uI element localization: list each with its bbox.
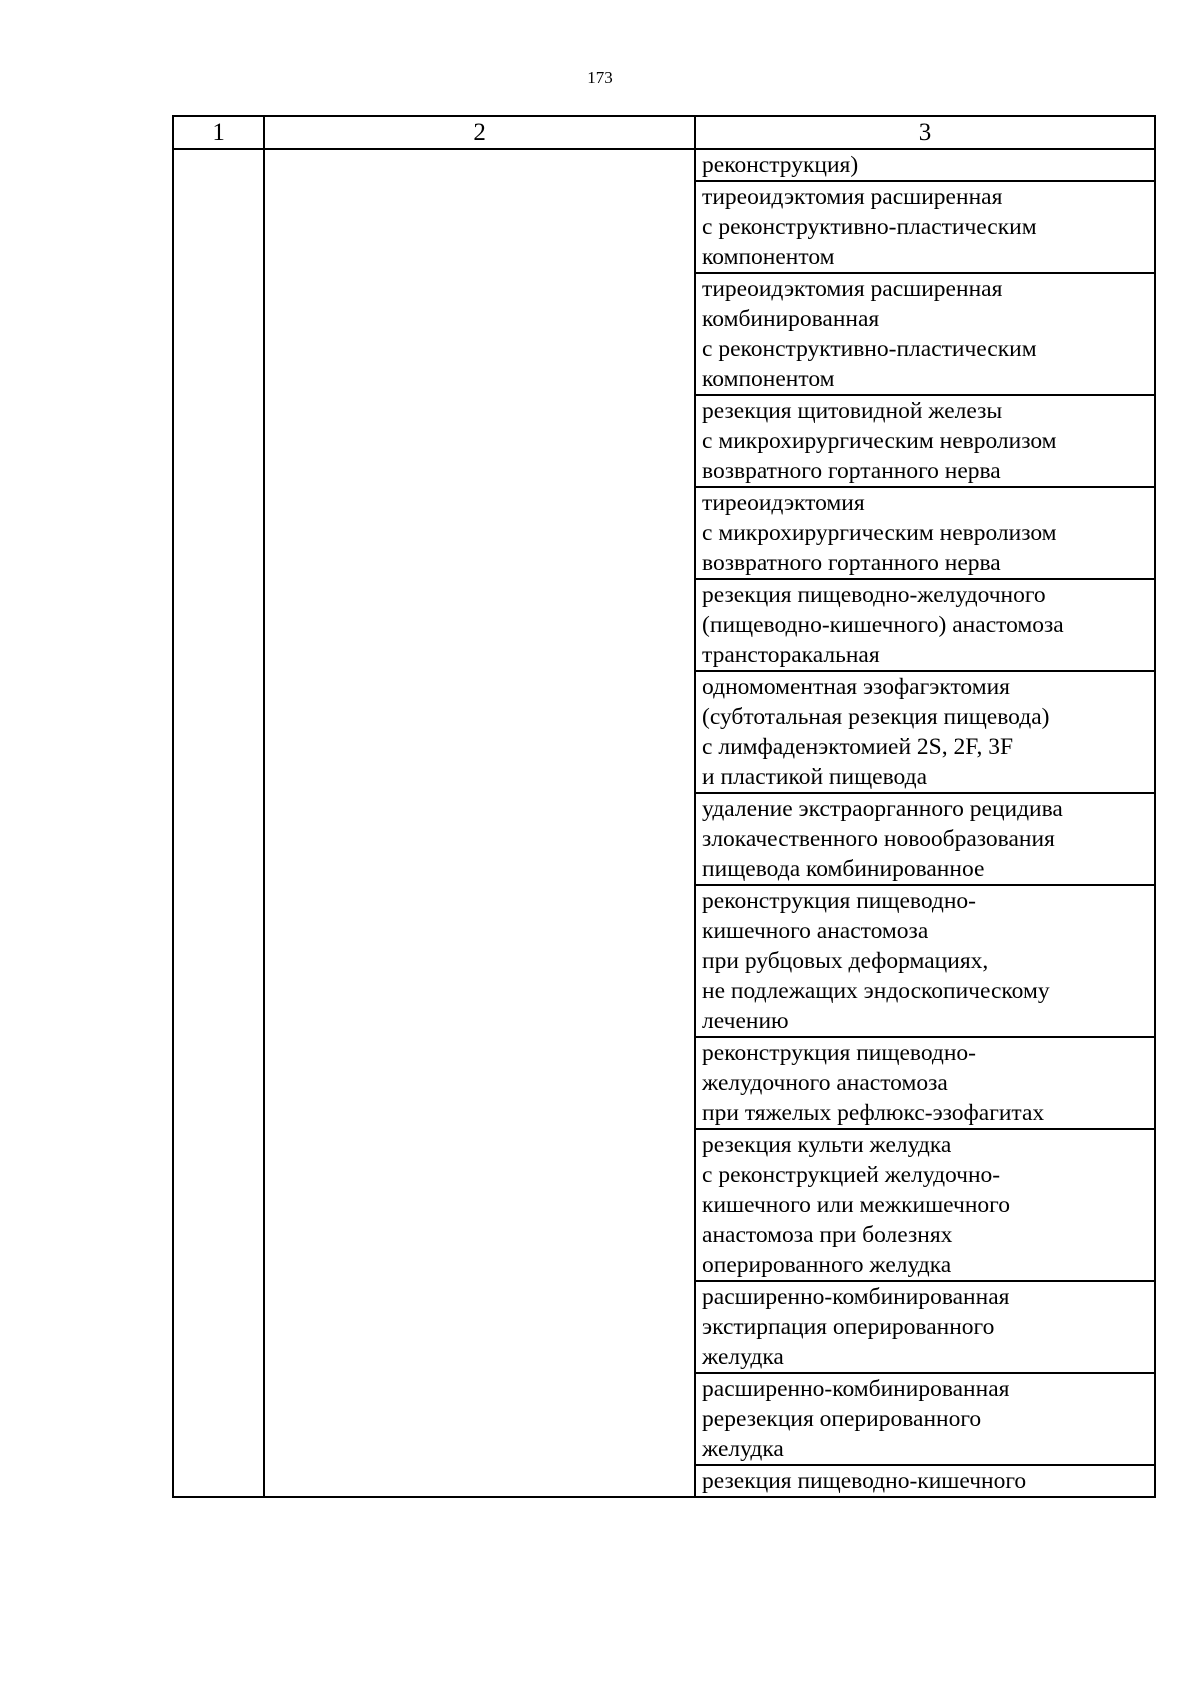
procedure-entry-line: тиреоидэктомия расширенная [702, 276, 1003, 302]
procedure-entry-line: возвратного гортанного нерва [702, 550, 1001, 576]
procedure-entry-line: при тяжелых рефлюкс-эзофагитах [702, 1100, 1045, 1126]
procedure-entry-line: возвратного гортанного нерва [702, 458, 1001, 484]
procedure-entry-line: компонентом [702, 244, 835, 270]
procedure-entry [696, 1282, 1154, 1374]
procedure-entry-line: оперированного желудка [702, 1252, 952, 1278]
procedure-entry-line: лечению [702, 1008, 789, 1034]
procedure-entry-line: с микрохирургическим невролизом [702, 520, 1057, 546]
procedure-entry-line: (пищеводно-кишечного) анастомоза [702, 612, 1064, 638]
procedure-entry-line: резекция пищеводно-кишечного [702, 1468, 1027, 1494]
procedure-entry-line: реконструкция) [702, 152, 859, 178]
procedure-entry-line: резекция пищеводно-желудочного [702, 582, 1046, 608]
procedure-entry-line: с реконструктивно-пластическим [702, 336, 1037, 362]
procedure-entry-line: пищевода комбинированное [702, 856, 985, 882]
procedure-entry-line: при рубцовых деформациях, [702, 948, 989, 974]
procedure-entry [696, 1130, 1154, 1282]
column-header-1: 1 [173, 116, 264, 149]
procedure-entry-line: с реконструктивно-пластическим [702, 214, 1037, 240]
procedures-table [172, 115, 1156, 1498]
procedure-entry-line: расширенно-комбинированная [702, 1284, 1010, 1310]
procedure-list [696, 150, 1154, 1496]
procedure-entry [696, 886, 1154, 1038]
procedure-entry-line: желудка [702, 1436, 784, 1462]
procedure-entry [696, 182, 1154, 274]
procedure-entry-line: резекция щитовидной железы [702, 398, 1003, 424]
procedure-entry [696, 274, 1154, 396]
procedure-entry-line: трансторакальная [702, 642, 880, 668]
table-body-row [173, 149, 1155, 1497]
procedure-entry-line: желудочного анастомоза [702, 1070, 948, 1096]
procedure-entry-line: реконструкция пищеводно- [702, 888, 977, 914]
procedure-entry-line: (субтотальная резекция пищевода) [702, 704, 1050, 730]
procedure-entry [696, 1374, 1154, 1466]
procedure-entry-line: удаление экстраорганного рецидива [702, 796, 1063, 822]
procedure-entry [696, 1038, 1154, 1130]
procedure-entry [696, 794, 1154, 886]
procedure-entry [696, 396, 1154, 488]
column-1-cell [173, 149, 264, 1497]
procedure-entry-line: с реконструкцией желудочно- [702, 1162, 1001, 1188]
procedure-entry-line: с лимфаденэктомией 2S, 2F, 3F [702, 734, 1014, 760]
procedure-entry [696, 672, 1154, 794]
procedure-entry [696, 488, 1154, 580]
procedure-entry-line: тиреоидэктомия расширенная [702, 184, 1003, 210]
procedure-entry-line: комбинированная [702, 306, 880, 332]
procedure-entry [696, 150, 1154, 182]
table-header-row [173, 116, 1155, 149]
procedure-entry-line: анастомоза при болезнях [702, 1222, 953, 1248]
column-2-cell [264, 149, 695, 1497]
procedure-entry-line: компонентом [702, 366, 835, 392]
procedure-entry-line: с микрохирургическим невролизом [702, 428, 1057, 454]
procedure-entry-line: ререзекция оперированного [702, 1406, 982, 1432]
procedure-entry [696, 1466, 1154, 1496]
procedure-entry-line: экстирпация оперированного [702, 1314, 995, 1340]
column-header-2: 2 [264, 116, 695, 149]
procedure-entry-line: желудка [702, 1344, 784, 1370]
procedure-entry-line: кишечного анастомоза [702, 918, 929, 944]
procedure-entry [696, 580, 1154, 672]
procedure-entry-line: резекция культи желудка [702, 1132, 952, 1158]
procedure-entry-line: кишечного или межкишечного [702, 1192, 1010, 1218]
procedure-entry-line: тиреоидэктомия [702, 490, 865, 516]
page-number: 173 [587, 68, 613, 87]
column-header-3: 3 [695, 116, 1155, 149]
procedure-entry-line: не подлежащих эндоскопическому [702, 978, 1050, 1004]
procedure-entry-line: одномоментная эзофагэктомия [702, 674, 1010, 700]
procedure-entry-line: и пластикой пищевода [702, 764, 928, 790]
procedure-entry-line: злокачественного новообразования [702, 826, 1055, 852]
procedure-entry-line: расширенно-комбинированная [702, 1376, 1010, 1402]
procedure-entry-line: реконструкция пищеводно- [702, 1040, 977, 1066]
column-3-cell [695, 149, 1155, 1497]
